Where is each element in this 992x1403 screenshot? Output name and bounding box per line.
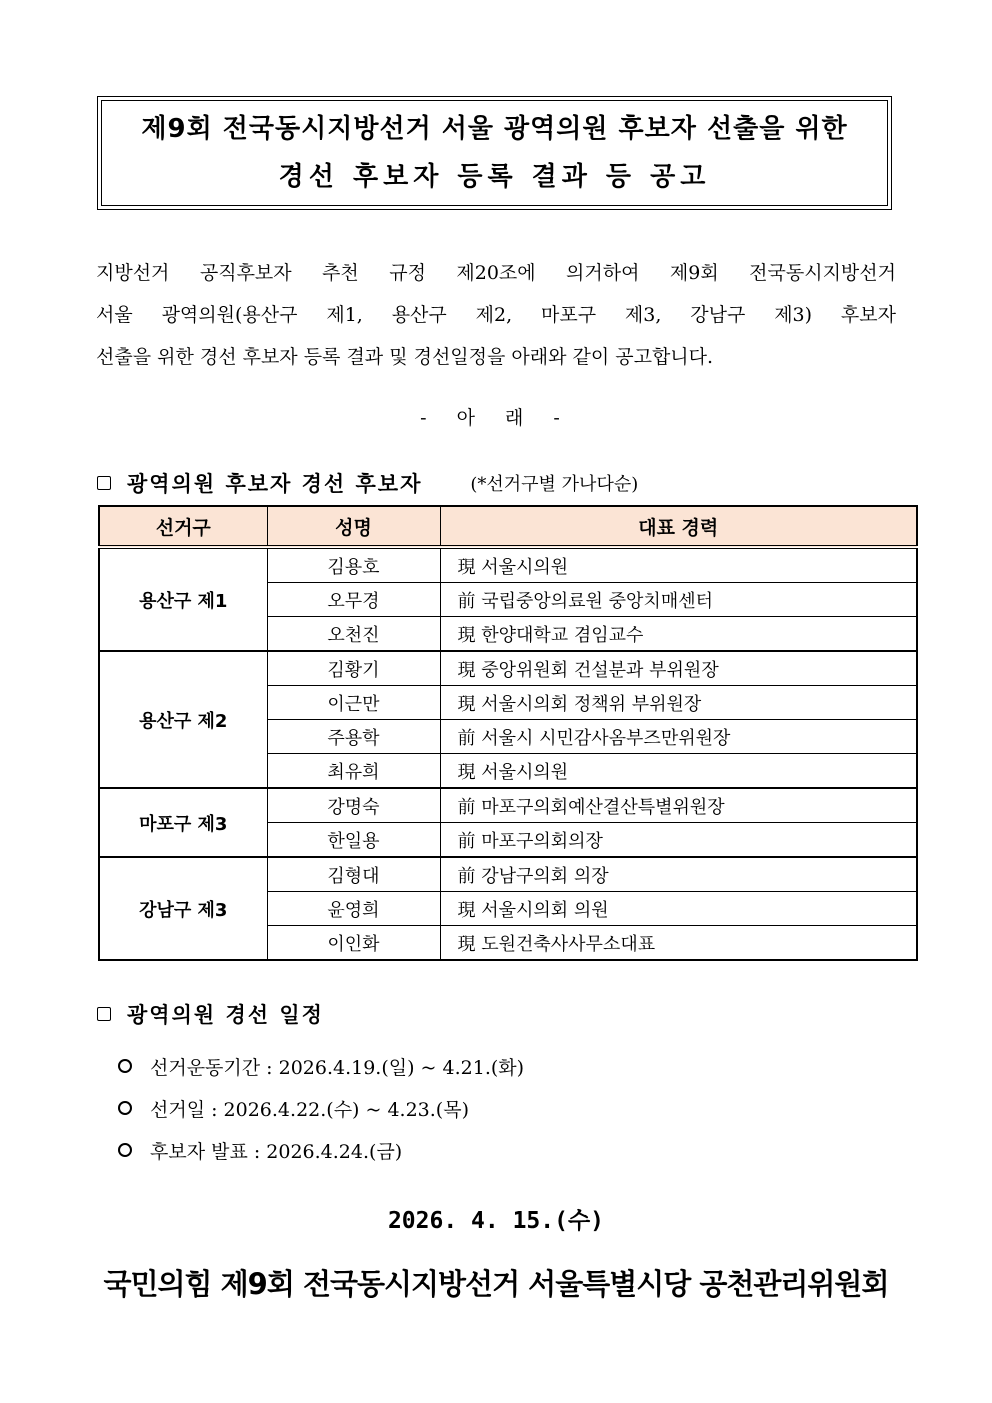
candidate-name: 오천진 <box>267 617 440 652</box>
intro-line-1: 지방선거 공직후보자 추천 규정 제20조에 의거하여 제9회 전국동시지방선거 <box>96 262 896 284</box>
district-cell: 강남구 제3 <box>99 857 267 960</box>
schedule-item-text: 후보자 발표 : 2026.4.24.(금) <box>150 1140 403 1163</box>
candidate-career: 前 국립중앙의료원 중앙치매센터 <box>440 583 917 617</box>
schedule-section-heading <box>97 999 324 1029</box>
table-row <box>99 857 917 892</box>
checkbox-icon <box>97 1007 111 1021</box>
intro-paragraph <box>96 252 896 378</box>
candidate-career: 現 서울시의원 <box>440 754 917 789</box>
issuing-organization: 국민의힘 제9회 전국동시지방선거 서울특별시당 공천관리위원회 <box>103 1267 889 1301</box>
candidate-name: 오무경 <box>267 583 440 617</box>
candidates-section-title: 광역의원 후보자 경선 후보자 <box>127 472 423 496</box>
header-career: 대표 경력 <box>440 506 917 547</box>
checkbox-icon <box>97 476 111 490</box>
district-cell: 마포구 제3 <box>99 788 267 857</box>
candidate-name: 이인화 <box>267 926 440 961</box>
header-district: 선거구 <box>99 506 267 547</box>
table-row <box>99 547 917 583</box>
candidate-career: 現 중앙위원회 건설분과 부위원장 <box>440 651 917 686</box>
list-item <box>118 1129 524 1171</box>
schedule-item-text: 선거일 : 2026.4.22.(수) ~ 4.23.(목) <box>150 1098 469 1121</box>
list-item <box>118 1045 524 1087</box>
candidate-career: 現 서울시의회 정책위 부위원장 <box>440 686 917 720</box>
candidate-name: 한일용 <box>267 823 440 858</box>
announcement-title-line-2: 경선 후보자 등록 결과 등 공고 <box>278 162 711 192</box>
candidate-name: 김황기 <box>267 651 440 686</box>
candidate-career: 現 서울시의회 의원 <box>440 892 917 926</box>
candidates-section-note: (*선거구별 가나다순) <box>470 474 639 495</box>
candidate-name: 김용호 <box>267 547 440 583</box>
title-box-inner <box>101 100 888 206</box>
schedule-item-text: 선거운동기간 : 2026.4.19.(일) ~ 4.21.(화) <box>150 1056 525 1079</box>
table-header-row <box>99 506 917 547</box>
table-row <box>99 651 917 686</box>
district-cell: 용산구 제1 <box>99 547 267 651</box>
candidate-name: 주용학 <box>267 720 440 754</box>
candidates-table <box>98 505 918 961</box>
candidate-career: 現 한양대학교 겸임교수 <box>440 617 917 652</box>
candidate-name: 이근만 <box>267 686 440 720</box>
candidate-career: 前 마포구의회의장 <box>440 823 917 858</box>
schedule-section-title: 광역의원 경선 일정 <box>127 1003 324 1027</box>
circle-bullet-icon <box>118 1143 132 1157</box>
schedule-list <box>118 1045 524 1171</box>
title-box <box>97 96 892 210</box>
table-row <box>99 788 917 823</box>
candidate-career: 現 서울시의원 <box>440 547 917 583</box>
header-name: 성명 <box>267 506 440 547</box>
candidate-career: 前 서울시 시민감사옴부즈만위원장 <box>440 720 917 754</box>
district-cell: 용산구 제2 <box>99 651 267 788</box>
candidate-career: 前 강남구의회 의장 <box>440 857 917 892</box>
announcement-date: 2026. 4. 15.(수) <box>387 1208 605 1234</box>
candidate-career: 現 도원건축사사무소대표 <box>440 926 917 961</box>
candidate-name: 김형대 <box>267 857 440 892</box>
circle-bullet-icon <box>118 1059 132 1073</box>
announcement-title-line-1: 제9회 전국동시지방선거 서울 광역의원 후보자 선출을 위한 <box>141 114 848 144</box>
list-item <box>118 1087 524 1129</box>
candidate-name: 윤영희 <box>267 892 440 926</box>
candidate-name: 강명숙 <box>267 788 440 823</box>
arae-heading: - 아 래 - <box>420 407 572 429</box>
intro-line-2: 서울 광역의원(용산구 제1, 용산구 제2, 마포구 제3, 강남구 제3) 후보자 <box>96 304 896 326</box>
candidate-career: 前 마포구의회예산결산특별위원장 <box>440 788 917 823</box>
candidates-section-heading <box>97 468 638 498</box>
circle-bullet-icon <box>118 1101 132 1115</box>
candidate-name: 최유희 <box>267 754 440 789</box>
intro-line-3: 선출을 위한 경선 후보자 등록 결과 및 경선일정을 아래와 같이 공고합니다. <box>96 346 714 368</box>
